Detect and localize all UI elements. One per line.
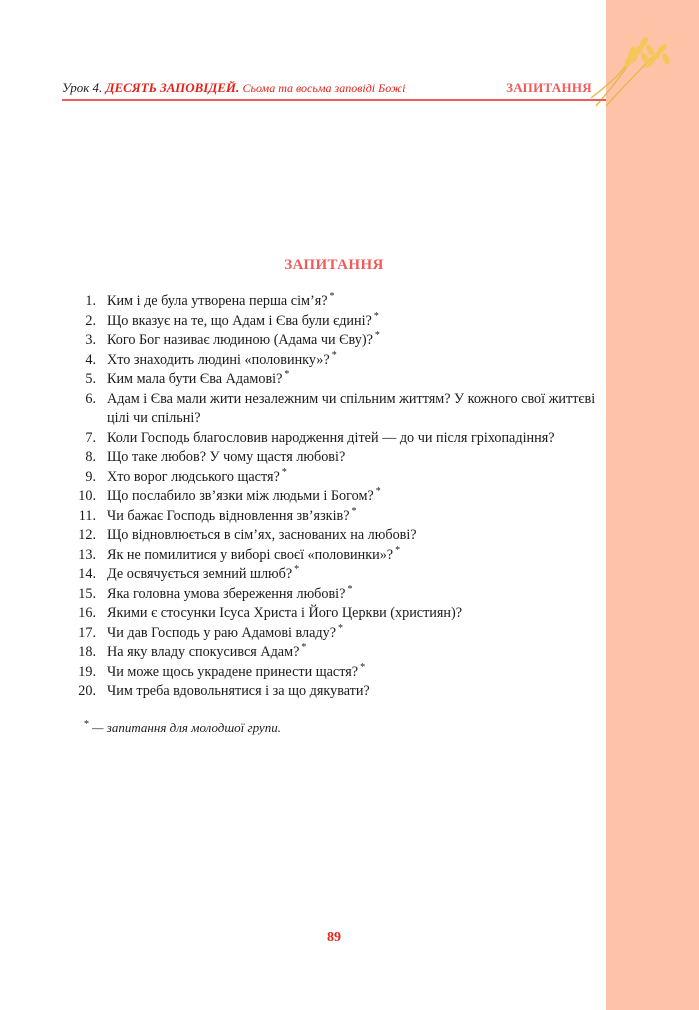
question-item [62,370,596,390]
younger-group-star: * [360,661,366,673]
younger-group-star: * [301,642,307,654]
question-number: 3. [85,332,96,348]
question-number: 12. [78,527,96,543]
younger-group-star: * [329,291,335,303]
question-number: 13. [78,546,96,563]
running-header [62,80,592,100]
question-number: 18. [78,644,96,660]
question-text: Чи дав Господь у раю Адамові владу? [107,624,337,641]
younger-group-star: * [294,564,300,576]
question-text: На яку владу спокусився Адам? [107,644,300,660]
younger-group-star: * [395,544,401,556]
question-number: 2. [85,312,96,329]
younger-group-star: * [351,505,357,517]
page-heading: ЗАПИТАННЯ [284,257,384,273]
question-item [62,643,596,663]
question-number: 9. [85,468,96,485]
question-text: Що послабило зв’язки між людьми і Богом? [107,488,374,504]
lesson-title: ДЕСЯТЬ ЗАПОВІДЕЙ. [105,80,240,95]
younger-group-star: * [284,369,290,381]
wheat-icon [586,28,686,108]
question-number: 1. [85,293,96,309]
question-text: Що таке любов? У чому щастя любові? [107,449,346,465]
younger-group-star: * [347,583,353,595]
question-item [62,390,596,429]
question-text: Чи бажає Господь відновлення зв’язків? [107,507,350,524]
younger-group-star: * [374,330,380,342]
question-number: 11. [78,507,96,524]
question-item [62,546,596,566]
question-item [62,526,596,546]
question-item [62,682,596,702]
question-number: 10. [78,488,96,504]
question-text: Хто ворог людського щастя? [107,468,280,485]
question-item [62,331,596,351]
question-text: Чим треба вдовольнятися і за що дякувати? [107,683,370,699]
younger-group-star: * [331,349,337,361]
question-text: Ким мала бути Єва Адамові? [107,371,283,387]
question-item [62,312,596,332]
question-text: Адам і Єва мали жити незалежним чи спільним життям? У кожного свої життєві цілі чи спільні? [107,390,596,426]
question-number: 6. [85,390,96,407]
section-label: ЗАПИТАННЯ [506,80,592,95]
younger-group-star: * [281,466,287,478]
question-number: 19. [78,663,96,680]
question-number: 15. [78,585,96,602]
question-number: 16. [78,605,96,621]
question-item [62,565,596,585]
question-text: Що вказує на те, що Адам і Єва були єдині? [107,312,372,329]
question-item [62,292,596,312]
question-item [62,585,596,605]
question-item [62,351,596,371]
question-text: Чи може щось украдене принести щастя? [107,663,359,680]
question-text: Ким і де була утворена перша сім’я? [107,293,328,309]
question-item [62,507,596,527]
question-number: 4. [85,351,96,368]
question-text: Хто знаходить людині «половинку»? [107,351,330,368]
question-text: Як не помилитися у виборі своєї «половинки»? [107,546,394,563]
question-number: 5. [85,371,96,387]
question-text: Що відновлюється в сім’ях, заснованих на любові? [107,527,417,543]
younger-group-star: * [338,622,344,634]
side-color-band [606,0,699,1010]
question-item [62,448,596,468]
question-text: Якими є стосунки Ісуса Христа і Його Церкви (християн)? [107,605,463,621]
page-number: 89 [327,930,341,945]
question-item [62,429,596,449]
header-divider [62,99,606,101]
question-number: 8. [85,449,96,465]
question-number: 20. [78,683,96,699]
question-number: 7. [85,429,96,446]
question-number: 14. [78,566,96,582]
question-number: 17. [78,624,96,641]
younger-group-star: * [373,310,379,322]
questions-list [62,292,596,702]
question-text: Де освячується земний шлюб? [107,566,293,582]
question-item [62,487,596,507]
footnote-text: — запитання для молодшої групи. [92,720,281,735]
lesson-subtitle: Сьома та восьма заповіді Божі [242,81,406,95]
question-text: Кого Бог називає людиною (Адама чи Єву)? [107,332,373,348]
lesson-label: Урок 4. [62,80,103,95]
question-item [62,604,596,624]
younger-group-star: * [375,486,381,498]
footnote-star: * [84,718,89,730]
question-text: Коли Господь благословив народження дітей — до чи після гріхопадіння? [107,429,555,446]
footnote [84,720,281,736]
question-item [62,663,596,683]
question-item [62,624,596,644]
question-item [62,468,596,488]
question-text: Яка головна умова збереження любові? [107,585,346,602]
